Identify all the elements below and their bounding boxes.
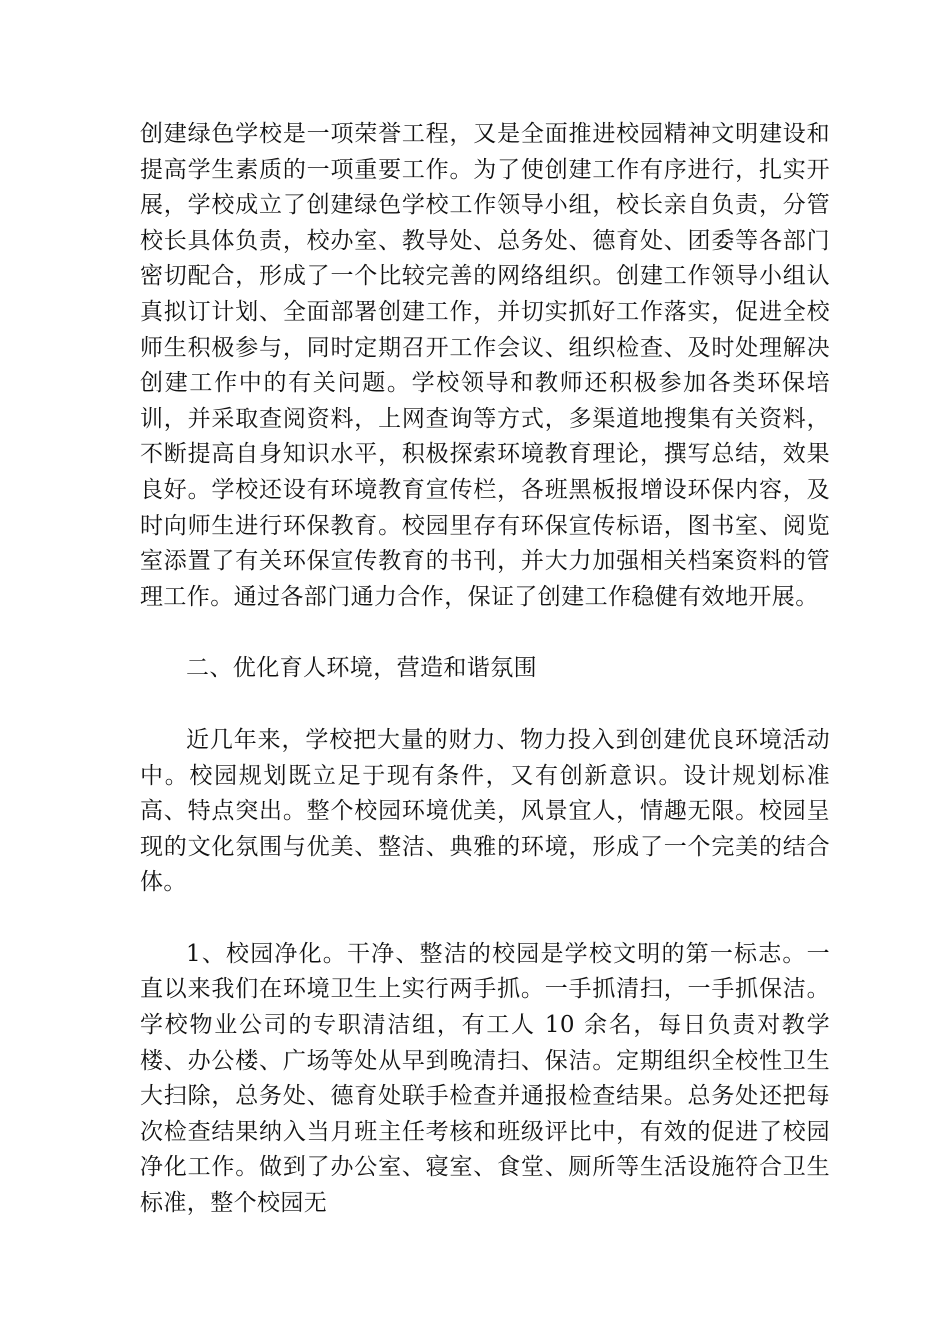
paragraph-organization: 创建绿色学校是一项荣誉工程，又是全面推进校园精神文明建设和提高学生素质的一项重要工作。为了使创建工作有序进行，扎实开展，学校成立了创建绿色学校工作领导小组，校长亲自负责，分管校长具体负责，校办室、教导处、总务处、德育处、团委等各部门密切配合，形成了一个比较完善的网络组织。创建工作领导小组认真拟订计划、全面部署创建工作，并切实抓好工作落实，促进全校师生积极参与，同时定期召开工作会议、组织检查、及时处理解决创建工作中的有关问题。学校领导和教师还积极参加各类环保培训，并采取查阅资料，上网查询等方式，多渠道地搜集有关资料，不断提高自身知识水平，积极探索环境教育理论，撰写总结，效果良好。学校还设有环境教育宣传栏，各班黑板报增设环保内容，及时向师生进行环保教育。校园里存有环保宣传标语，图书室、阅览室添置了有关环保宣传教育的书刊，并大力加强相关档案资料的管理工作。通过各部门通力合作，保证了创建工作稳健有效地开展。 — [140, 121, 830, 610]
section-heading-environment: 二、优化育人环境，营造和谐氛围 — [186, 655, 537, 682]
document-body — [140, 117, 830, 1222]
paragraph-campus-investment: 近几年来，学校把大量的财力、物力投入到创建优良环境活动中。校园规划既立足于现有条件，又有创新意识。设计规划标准高、特点突出。整个校园环境优美，风景宜人，情趣无限。校园呈现的文化氛围与优美、整洁、典雅的环境，形成了一个完美的结合体。 — [140, 726, 830, 896]
paragraph-campus-cleaning: 1、校园净化。干净、整洁的校园是学校文明的第一标志。一直以来我们在环境卫生上实行两手抓。一手抓清扫，一手抓保洁。学校物业公司的专职清洁组，有工人 10 余名，每日负责对教学楼、办公楼、广场等处从早到晚清扫、保洁。定期组织全校性卫生大扫除，总务处、德育处联手检查并通报检查结果。总务处还把每次检查结果纳入当月班主任考核和班级评比中，有效的促进了校园净化工作。做到了办公室、寝室、食堂、厕所等生活设施符合卫生标准，整个校园无 — [140, 940, 830, 1217]
